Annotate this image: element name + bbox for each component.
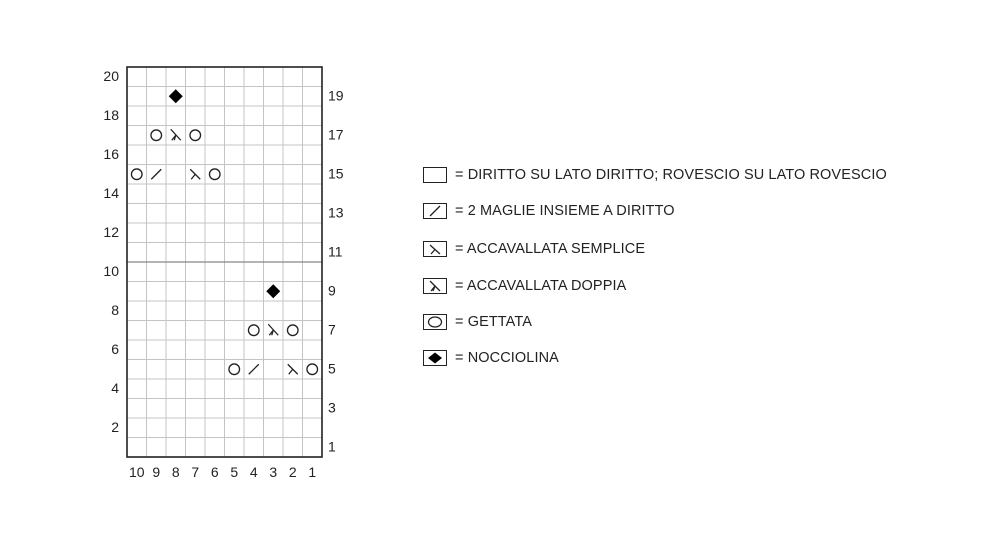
accavallata-semplice-icon <box>190 169 200 179</box>
empty-square-icon <box>423 167 447 183</box>
legend-label-accavallata-doppia: = ACCAVALLATA DOPPIA <box>455 278 627 294</box>
gettata-icon <box>287 325 298 336</box>
legend-label-gettata: = GETTATA <box>455 314 533 330</box>
gettata-icon <box>190 130 201 141</box>
column-number: 4 <box>249 464 258 480</box>
column-number: 7 <box>191 464 200 480</box>
legend-row-accavallata-semplice <box>423 239 645 259</box>
column-number: 1 <box>308 464 317 480</box>
nocciolina-icon <box>266 284 280 298</box>
backslash-icon <box>423 241 447 257</box>
row-number-right: 11 <box>328 243 343 260</box>
gettata-icon <box>209 169 220 180</box>
legend-row-due-insieme <box>423 201 675 221</box>
legend-row-diritto <box>423 165 887 185</box>
row-number-right: 13 <box>328 204 344 221</box>
legend-label-nocciolina: = NOCCIOLINA <box>455 350 559 366</box>
double-decrease-icon <box>423 278 447 294</box>
accavallata-semplice-icon <box>288 364 298 374</box>
column-number: 9 <box>152 464 161 480</box>
row-number-right: 19 <box>328 87 344 104</box>
diamond-icon <box>423 350 447 366</box>
row-number-left: 12 <box>103 224 119 240</box>
gettata-icon <box>229 364 240 375</box>
row-number-left: 6 <box>111 341 119 357</box>
legend-row-accavallata-doppia <box>423 276 626 296</box>
row-number-left: 16 <box>103 146 119 162</box>
column-number: 5 <box>230 464 239 480</box>
row-number-right: 15 <box>328 165 344 182</box>
row-number-right: 3 <box>328 399 336 416</box>
column-number: 10 <box>128 464 145 480</box>
gettata-icon <box>307 364 318 375</box>
column-number: 2 <box>288 464 297 480</box>
row-number-left: 2 <box>111 419 119 435</box>
accavallata-doppia-icon <box>171 129 181 140</box>
row-number-left: 4 <box>111 380 119 396</box>
legend-label-due-insieme: = 2 MAGLIE INSIEME A DIRITTO <box>455 203 675 219</box>
row-number-right: 9 <box>328 282 336 299</box>
nocciolina-icon <box>169 89 183 103</box>
column-number: 8 <box>171 464 180 480</box>
row-number-right: 7 <box>328 321 336 338</box>
legend-label-diritto: = DIRITTO SU LATO DIRITTO; ROVESCIO SU LATO ROVESCIO <box>455 167 887 183</box>
column-number: 6 <box>210 464 219 480</box>
circle-icon <box>423 314 447 330</box>
row-number-right: 1 <box>328 438 336 455</box>
two-together-icon <box>249 364 259 374</box>
row-number-right: 5 <box>328 360 336 377</box>
legend-row-gettata <box>423 312 532 332</box>
row-number-left: 10 <box>103 263 119 279</box>
row-number-left: 8 <box>111 302 119 318</box>
row-number-right: 17 <box>328 126 344 143</box>
gettata-icon <box>151 130 162 141</box>
slash-icon <box>423 203 447 219</box>
legend-row-nocciolina <box>423 348 559 368</box>
legend-label-accavallata-semplice: = ACCAVALLATA SEMPLICE <box>455 241 646 257</box>
gettata-icon <box>131 169 142 180</box>
gettata-icon <box>248 325 259 336</box>
accavallata-doppia-icon <box>268 324 278 335</box>
row-number-left: 20 <box>103 68 119 84</box>
row-number-left: 18 <box>103 107 119 123</box>
row-number-left: 14 <box>103 185 119 201</box>
column-number: 3 <box>269 464 278 480</box>
two-together-icon <box>151 169 161 179</box>
